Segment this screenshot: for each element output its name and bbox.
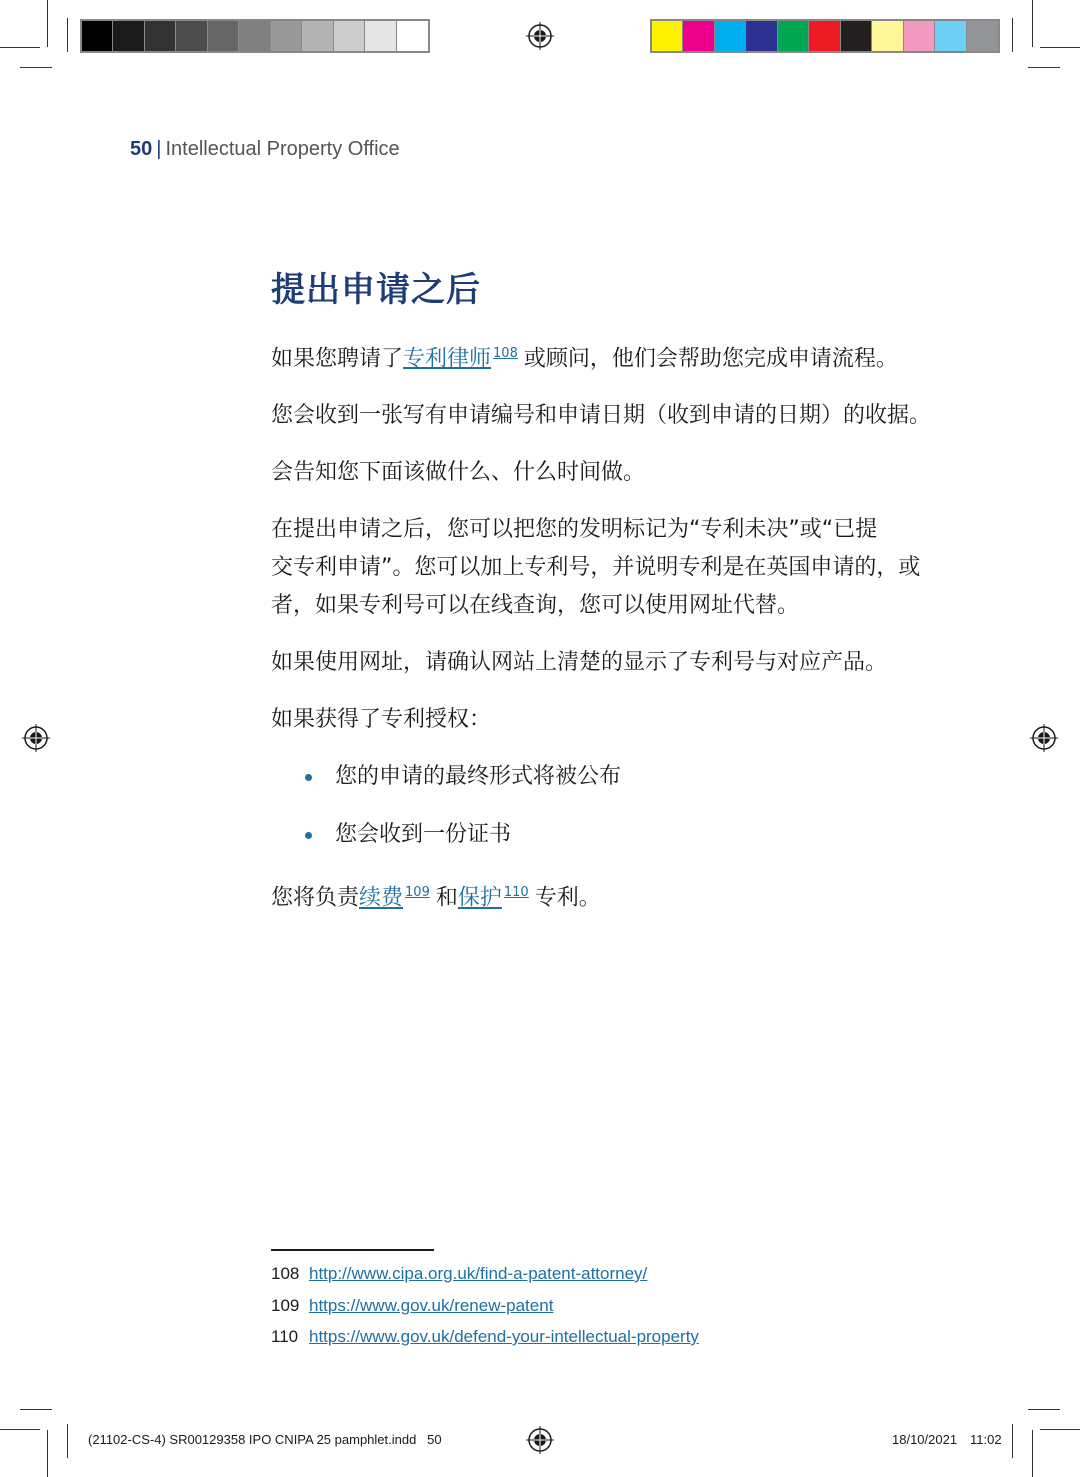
color-swatch: [82, 21, 113, 51]
article-body: [271, 262, 971, 937]
footnote-divider: [271, 1249, 434, 1251]
registration-mark-icon: [22, 724, 50, 752]
section-title: 提出申请之后: [271, 270, 481, 310]
color-swatch: [271, 21, 302, 51]
color-swatch: [809, 21, 840, 51]
registration-mark-icon: [526, 1426, 554, 1454]
registration-mark-icon: [1030, 724, 1058, 752]
renew-patent-link[interactable]: 续费: [359, 885, 404, 911]
text-run: 专利。: [534, 885, 601, 911]
crop-mark: [20, 1409, 52, 1410]
footnote-number: 108: [271, 1264, 300, 1283]
color-swatch: [302, 21, 333, 51]
color-swatch: [145, 21, 176, 51]
running-header: [130, 138, 400, 161]
grayscale-bar: [80, 19, 430, 53]
crop-mark: [1040, 1429, 1080, 1430]
crop-mark: [67, 18, 68, 52]
crop-mark: [1040, 47, 1080, 48]
patent-attorney-link[interactable]: 专利律师: [403, 346, 492, 372]
color-swatch: [365, 21, 396, 51]
crop-mark: [67, 1424, 68, 1458]
color-swatch: [746, 21, 777, 51]
crop-mark: [1012, 18, 1013, 52]
header-separator: |: [156, 138, 162, 160]
publisher-name: Intellectual Property Office: [165, 138, 400, 160]
text-run: 如果您聘请了: [271, 346, 404, 372]
footnote-link[interactable]: http://www.cipa.org.uk/find-a-patent-attorney/: [309, 1264, 648, 1283]
text-line: 者，如果专利号可以在线查询，您可以使用网址代替。: [271, 593, 800, 619]
paragraph: [271, 874, 971, 917]
color-swatch: [652, 21, 683, 51]
footnote-ref[interactable]: 110: [503, 885, 529, 901]
color-swatch: [967, 21, 998, 51]
page-number: 50: [130, 138, 153, 160]
footnote-item: [271, 1296, 699, 1328]
color-swatch: [334, 21, 365, 51]
color-swatch: [715, 21, 746, 51]
color-swatch: [239, 21, 270, 51]
slug-file-info: (21102-CS-4) SR00129358 IPO CNIPA 25 pamphlet.indd 50: [88, 1432, 442, 1447]
text-run: 和: [435, 885, 458, 911]
footnote-number: 109: [271, 1295, 300, 1315]
color-swatch: [113, 21, 144, 51]
paragraph: [271, 335, 971, 378]
crop-mark: [1032, 0, 1033, 47]
text-line: 在提出申请之后，您可以把您的发明标记为“专利未决”或“已提: [271, 517, 878, 543]
footnote-link[interactable]: https://www.gov.uk/renew-patent: [309, 1295, 554, 1315]
color-swatch: [683, 21, 714, 51]
text-run: 或顾问，他们会帮助您完成申请流程。: [523, 346, 898, 372]
crop-mark: [20, 67, 52, 68]
crop-mark: [1028, 67, 1060, 68]
footnote-number: 110: [271, 1327, 299, 1346]
footnote-ref[interactable]: 109: [405, 885, 430, 901]
crop-mark: [1032, 1430, 1033, 1477]
crop-mark: [1028, 1409, 1060, 1410]
slug-time: 11:02: [970, 1432, 1002, 1447]
paragraph: 会告知您下面该做什么、什么时间做。: [271, 460, 646, 486]
crop-mark: [0, 47, 40, 48]
bullet-list: [271, 758, 971, 854]
color-swatch: [872, 21, 903, 51]
slug-date: 18/10/2021: [892, 1432, 958, 1447]
bullet-icon: [305, 774, 312, 781]
text-line: 交专利申请”。您可以加上专利号，并说明专利是在英国申请的，或: [271, 555, 921, 581]
color-swatch: [176, 21, 207, 51]
color-calibration-bar: [650, 19, 1000, 53]
crop-mark: [47, 0, 48, 47]
list-item-text: 您会收到一份证书: [335, 822, 512, 848]
crop-mark: [1012, 1424, 1013, 1458]
footnotes: [271, 1264, 699, 1359]
text-run: 您将负责: [271, 885, 360, 911]
paragraph: 您会收到一张写有申请编号和申请日期（收到申请的日期）的收据。: [271, 403, 932, 429]
paragraph: 如果获得了专利授权：: [271, 707, 492, 733]
color-swatch: [397, 21, 428, 51]
list-item: [271, 758, 971, 796]
color-swatch: [904, 21, 935, 51]
footnote-item: [271, 1327, 699, 1359]
bullet-icon: [305, 832, 312, 839]
color-swatch: [208, 21, 239, 51]
crop-mark: [0, 1429, 40, 1430]
paragraph: 如果使用网址，请确认网站上清楚的显示了专利号与对应产品。: [271, 650, 888, 676]
color-swatch: [935, 21, 966, 51]
footnote-link[interactable]: https://www.gov.uk/defend-your-intellectual-property: [309, 1327, 699, 1346]
color-swatch: [778, 21, 809, 51]
footnote-ref[interactable]: 108: [493, 346, 518, 361]
list-item-text: 您的申请的最终形式将被公布: [335, 764, 622, 790]
paragraph: [271, 511, 971, 625]
registration-mark-icon: [526, 22, 554, 50]
list-item: [271, 816, 971, 854]
footnote-item: [271, 1264, 699, 1296]
crop-mark: [47, 1430, 48, 1477]
color-swatch: [841, 21, 872, 51]
defend-patent-link[interactable]: 保护: [457, 885, 502, 911]
